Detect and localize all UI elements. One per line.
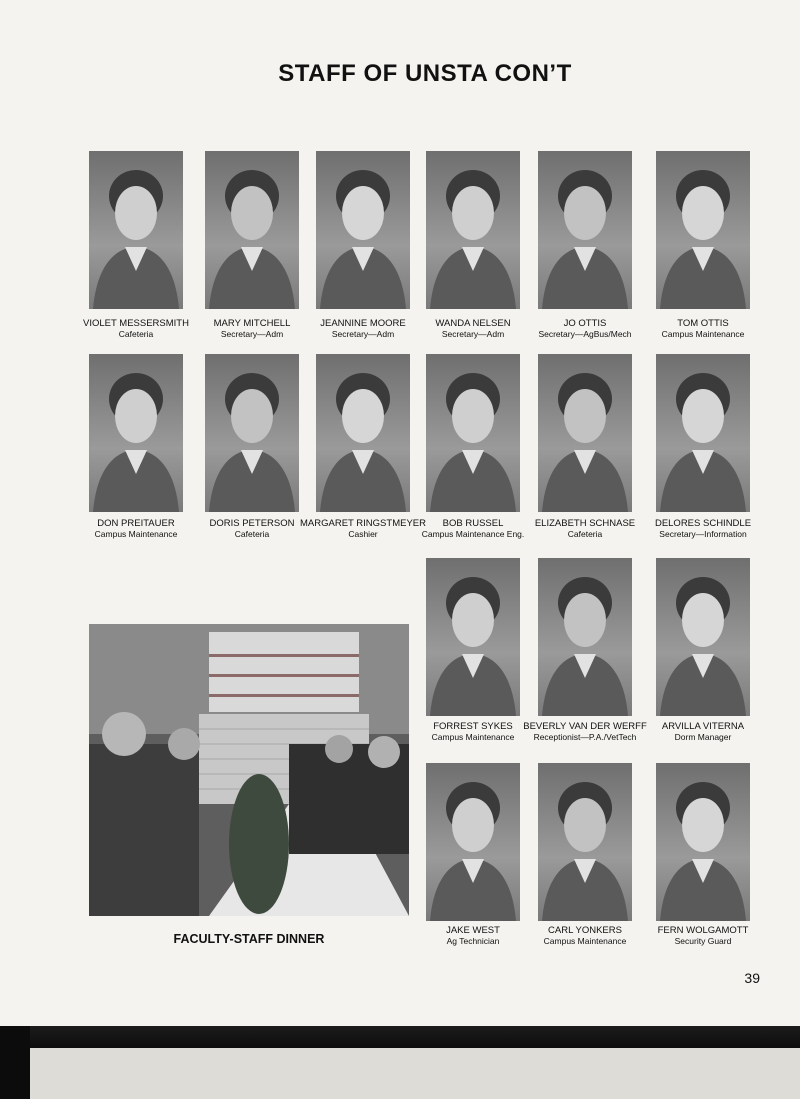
portrait-photo	[426, 558, 520, 716]
portrait-silhouette	[205, 151, 299, 309]
portrait-silhouette	[426, 151, 520, 309]
portrait-photo	[656, 151, 750, 309]
staff-caption	[628, 518, 778, 540]
portrait-silhouette	[538, 763, 632, 921]
staff-role: Cafeteria	[118, 329, 154, 339]
portrait-silhouette	[538, 151, 632, 309]
staff-role: Campus Maintenance	[94, 529, 178, 539]
portrait-photo	[656, 763, 750, 921]
staff-name: BEVERLY VAN DER WERFF	[523, 721, 647, 732]
staff-name: MARGARET RINGSTMEYER	[300, 518, 426, 529]
staff-role: Campus Maintenance	[661, 329, 745, 339]
portrait-silhouette	[656, 354, 750, 512]
staff-role: Secretary—AgBus/Mech	[538, 329, 632, 339]
staff-name: FERN WOLGAMOTT	[657, 925, 749, 936]
scan-bottom-edge	[0, 1026, 800, 1099]
staff-name: WANDA NELSEN	[435, 318, 511, 329]
portrait-silhouette	[538, 558, 632, 716]
portrait-silhouette	[89, 151, 183, 309]
staff-role: Cafeteria	[234, 529, 270, 539]
staff-name: CARL YONKERS	[548, 925, 622, 936]
staff-name: JAKE WEST	[446, 925, 500, 936]
portrait-photo	[316, 354, 410, 512]
portrait-photo	[426, 151, 520, 309]
staff-role: Cafeteria	[567, 529, 603, 539]
portrait-photo	[316, 151, 410, 309]
staff-role: Campus Maintenance	[431, 732, 515, 742]
staff-role: Receptionist—P.A./VetTech	[533, 732, 637, 742]
staff-role: Security Guard	[674, 936, 732, 946]
portrait-silhouette	[656, 151, 750, 309]
portrait-silhouette	[316, 354, 410, 512]
portrait-photo	[538, 558, 632, 716]
portrait-silhouette	[89, 354, 183, 512]
portrait-silhouette	[205, 354, 299, 512]
staff-role: Cashier	[348, 529, 378, 539]
portrait-photo	[656, 354, 750, 512]
staff-name: JO OTTIS	[563, 318, 607, 329]
staff-name: FORREST SYKES	[433, 721, 513, 732]
portrait-silhouette	[426, 763, 520, 921]
staff-role: Secretary—Adm	[441, 329, 505, 339]
portrait-silhouette	[538, 354, 632, 512]
portrait-photo	[205, 354, 299, 512]
staff-name: JEANNINE MOORE	[320, 318, 406, 329]
portrait-photo	[538, 354, 632, 512]
staff-role: Campus Maintenance	[543, 936, 627, 946]
portrait-photo	[205, 151, 299, 309]
staff-name: DELORES SCHINDLE	[654, 518, 752, 529]
staff-name: DON PREITAUER	[97, 518, 175, 529]
portrait-photo	[426, 763, 520, 921]
page-title: STAFF OF UNSTA CON’T	[278, 60, 572, 87]
portrait-photo	[538, 763, 632, 921]
dinner-photo	[89, 624, 409, 916]
staff-role: Secretary—Adm	[331, 329, 395, 339]
dinner-caption: FACULTY-STAFF DINNER	[173, 932, 325, 946]
staff-role: Dorm Manager	[674, 732, 732, 742]
staff-name: MARY MITCHELL	[213, 318, 291, 329]
staff-name: VIOLET MESSERSMITH	[83, 318, 189, 329]
staff-role: Secretary—Adm	[220, 329, 284, 339]
staff-name: TOM OTTIS	[677, 318, 729, 329]
staff-caption	[628, 721, 778, 743]
staff-name: DORIS PETERSON	[209, 518, 295, 529]
portrait-silhouette	[656, 763, 750, 921]
page-number: 39	[744, 970, 760, 986]
dinner-scene	[89, 624, 409, 916]
portrait-photo	[538, 151, 632, 309]
portrait-photo	[89, 151, 183, 309]
portrait-photo	[89, 354, 183, 512]
portrait-photo	[656, 558, 750, 716]
staff-role: Campus Maintenance Eng.	[421, 529, 525, 539]
portrait-silhouette	[656, 558, 750, 716]
scan-binding-edge	[0, 1026, 30, 1099]
staff-caption	[628, 318, 778, 340]
portrait-silhouette	[426, 558, 520, 716]
portrait-silhouette	[426, 354, 520, 512]
staff-role: Secretary—Information	[659, 529, 747, 539]
portrait-silhouette	[316, 151, 410, 309]
portrait-photo	[426, 354, 520, 512]
staff-name: ELIZABETH SCHNASE	[534, 518, 636, 529]
staff-name: BOB RUSSEL	[442, 518, 504, 529]
staff-name: ARVILLA VITERNA	[661, 721, 745, 732]
staff-caption	[628, 925, 778, 947]
staff-role: Ag Technician	[446, 936, 500, 946]
